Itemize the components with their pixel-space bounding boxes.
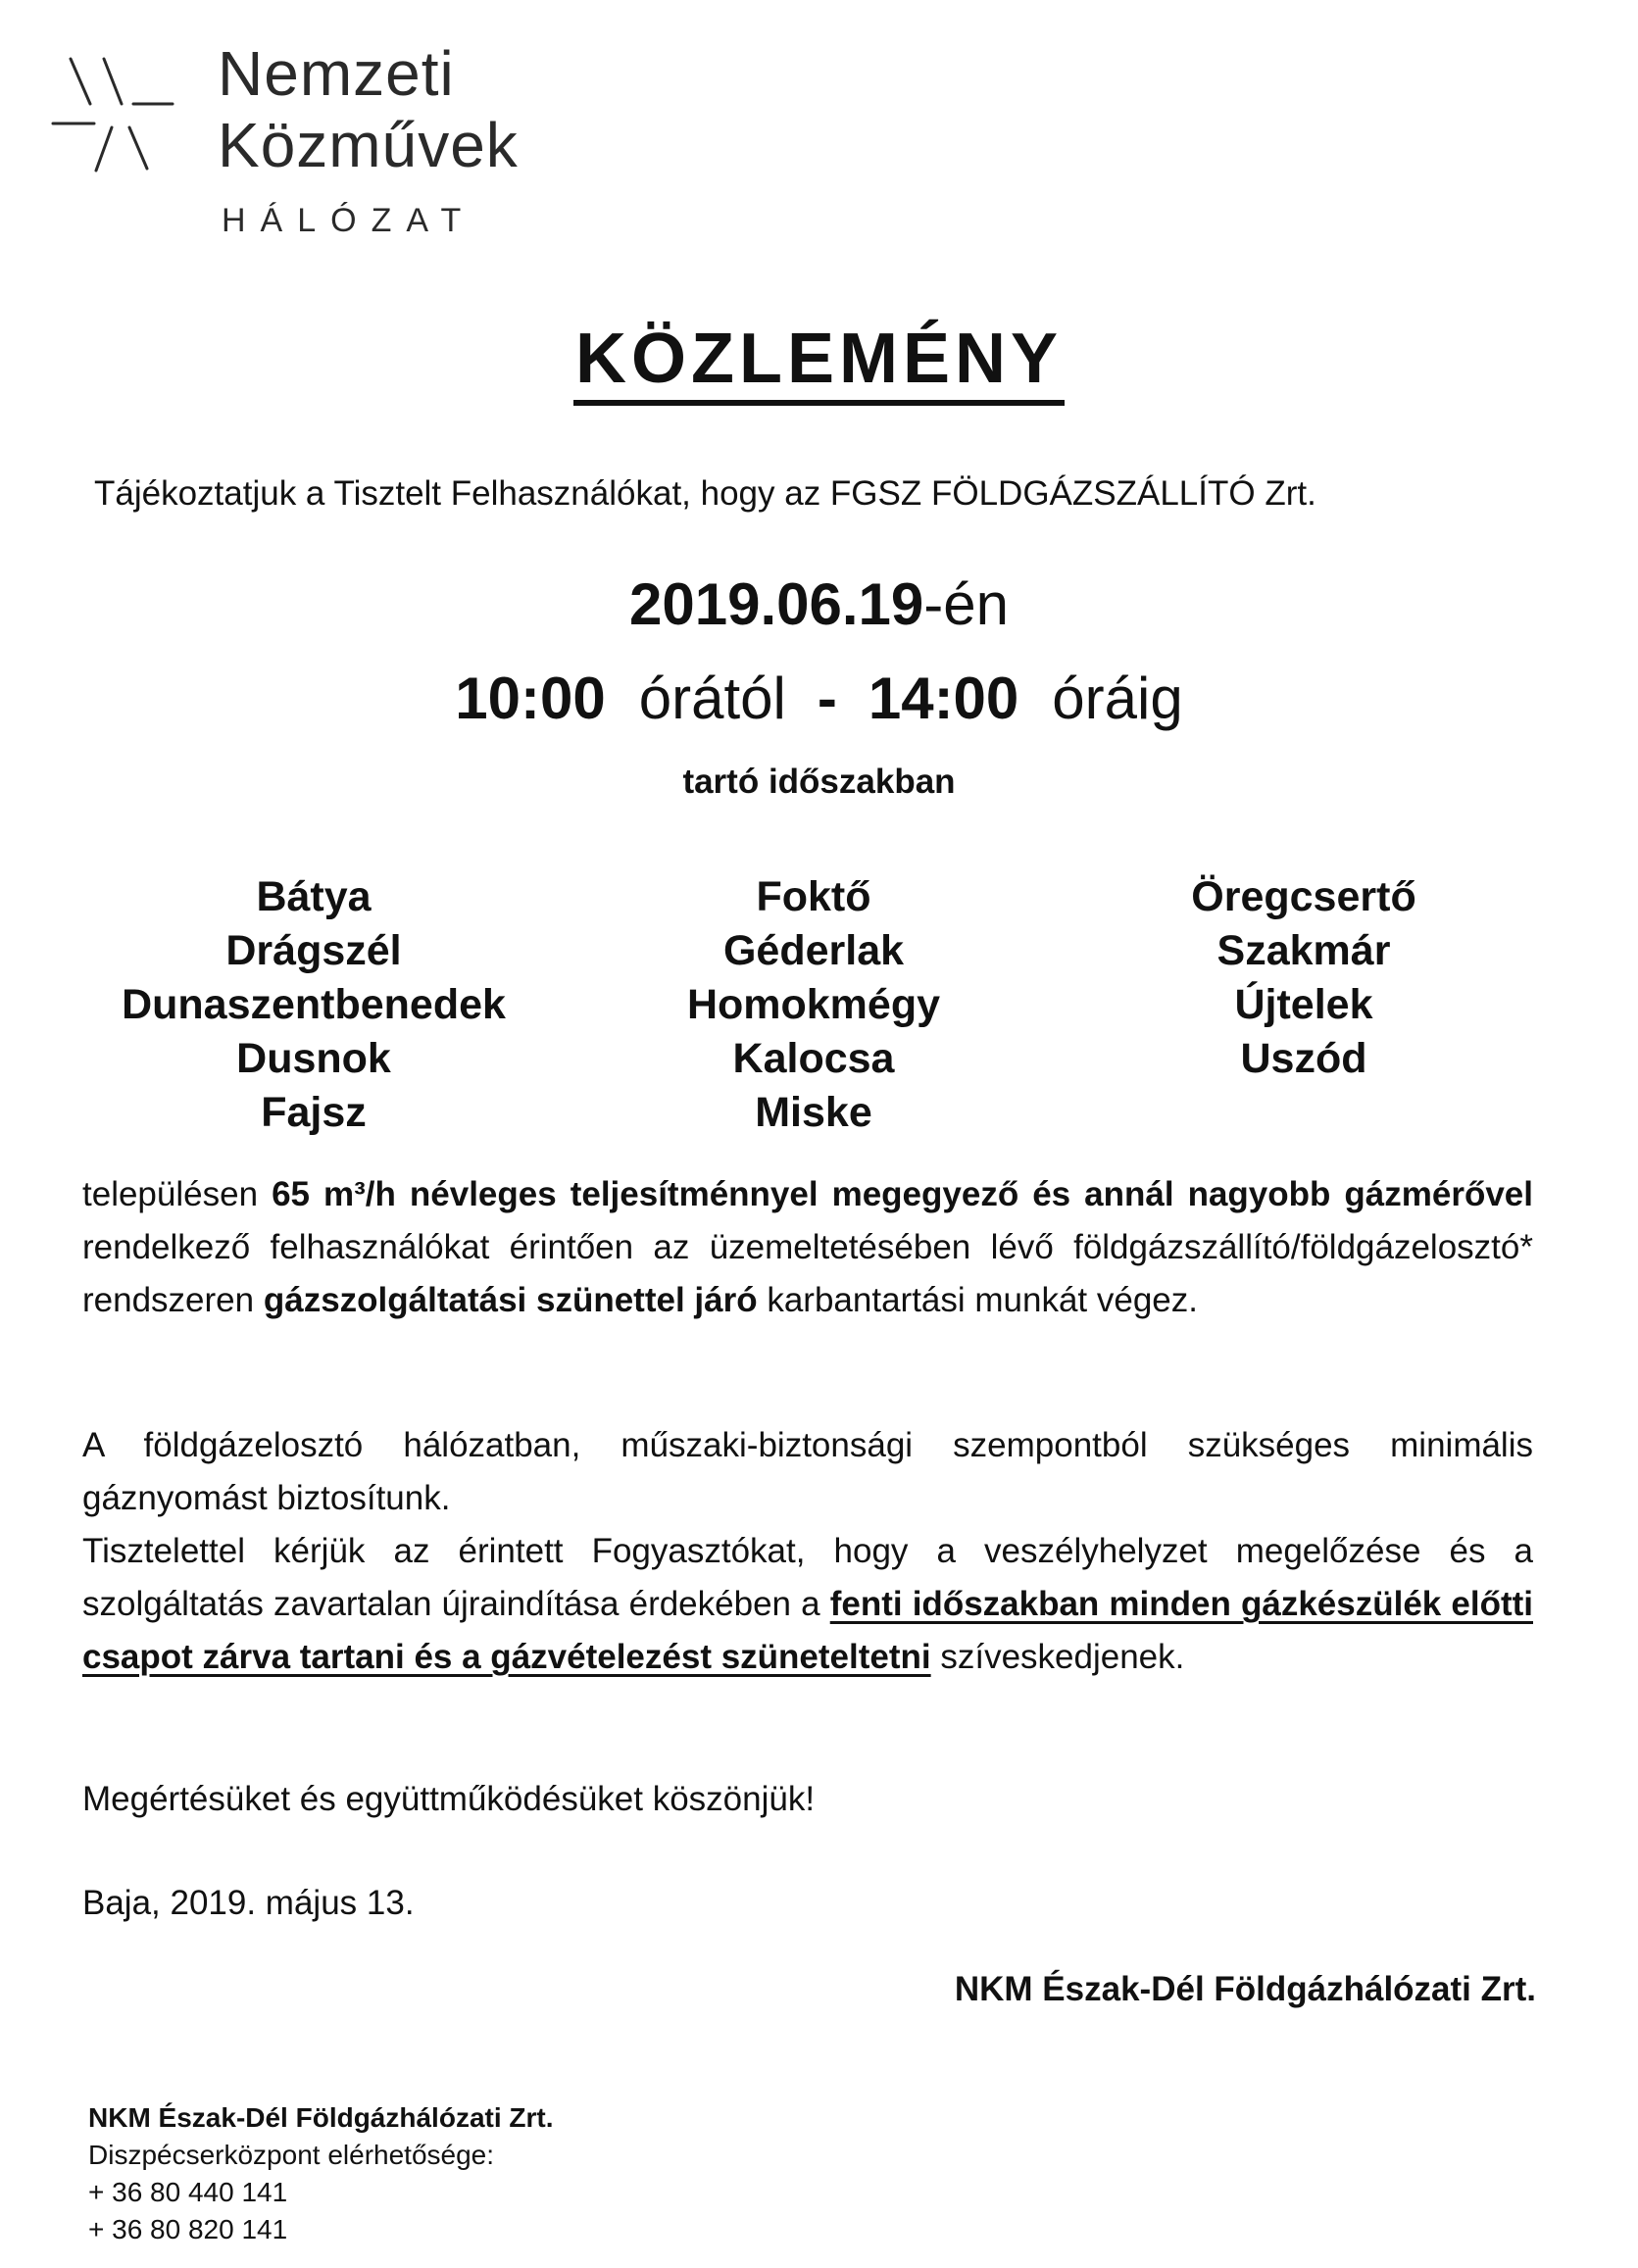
thanks-text: Megértésüket és együttműködésüket köszönjük! — [82, 1780, 816, 1818]
outage-time — [0, 665, 1638, 732]
end-time-suffix: óráig — [1052, 666, 1183, 731]
p1-text-1: településen — [82, 1175, 259, 1213]
town-name: Öregcsertő — [1191, 873, 1416, 920]
footer-company: NKM Észak-Dél Földgázhálózati Zrt. — [88, 2102, 554, 2133]
outage-date-suffix: -én — [923, 571, 1009, 637]
p1-bold-capacity: 65 m³/h névleges teljesítménnyel megegyező és annál nagyobb gázmérővel — [272, 1175, 1533, 1213]
place-date: Baja, 2019. május 13. — [82, 1884, 415, 1922]
footer-contact-label: Diszpécserközpont elérhetősége: — [88, 2140, 495, 2170]
p2-emphasis: fenti időszakban minden gázkészülék előtti csapot zárva tartani és a gázvételezést szüneteltetni — [82, 1585, 1533, 1676]
p2-pressure-text: A földgázelosztó hálózatban, műszaki-biztonsági szempontból szükséges minimális gáznyomást biztosítunk. — [82, 1426, 1533, 1517]
p2-request-text: Tisztelettel kérjük az érintett Fogyasztókat, hogy a veszélyhelyzet megelőzése és a szolgáltatás zavartalan újraindítása érdekében a — [82, 1532, 1533, 1623]
town-name: Miske — [755, 1089, 872, 1136]
town-name: Fajsz — [261, 1089, 367, 1136]
towns-column-2 — [627, 870, 1000, 1140]
safety-paragraph — [82, 1419, 1533, 1684]
town-name: Dunaszentbenedek — [122, 981, 506, 1028]
notice-title — [0, 319, 1638, 399]
p1-text-2: rendelkező felhasználókat érintően az üzemeltetésében lévő földgázszállító/földgázelosztó* rendszeren — [82, 1228, 1533, 1319]
start-time: 10:00 — [455, 666, 606, 731]
p1-bold-outage: gázszolgáltatási szünettel járó — [263, 1281, 758, 1319]
town-name: Kalocsa — [732, 1035, 895, 1082]
outage-date — [0, 570, 1638, 638]
time-dash: - — [817, 666, 837, 731]
town-name: Uszód — [1240, 1035, 1367, 1082]
maintenance-paragraph — [82, 1168, 1533, 1327]
end-time: 14:00 — [868, 666, 1019, 731]
company-logo — [49, 37, 598, 243]
start-time-suffix: órától — [638, 666, 786, 731]
footer-phone: + 36 80 820 141 — [88, 2214, 288, 2244]
p2-closing-text: szíveskedjenek. — [940, 1638, 1185, 1676]
town-name: Bátya — [256, 873, 372, 920]
town-name: Drágszél — [225, 927, 402, 974]
town-name: Dusnok — [236, 1035, 391, 1082]
signature: NKM Észak-Dél Földgázhálózati Zrt. — [954, 1970, 1536, 2008]
p1-text-3: karbantartási munkát végez. — [767, 1281, 1198, 1319]
intro-text: Tájékoztatjuk a Tisztelt Felhasználókat, hogy az FGSZ FÖLDGÁZSZÁLLÍTÓ Zrt. — [94, 474, 1316, 513]
town-name: Újtelek — [1234, 981, 1373, 1028]
notice-title-text: KÖZLEMÉNY — [573, 320, 1065, 406]
town-name: Géderlak — [722, 927, 905, 974]
logo-text-line1: Nemzeti — [218, 38, 455, 109]
nkm-star-mark-icon — [49, 47, 186, 184]
town-name: Foktő — [756, 873, 871, 920]
period-text: tartó időszakban — [682, 763, 956, 801]
outage-date-value: 2019.06.19 — [628, 571, 924, 637]
footer-contact — [88, 2099, 554, 2248]
town-name: Homokmégy — [686, 981, 941, 1028]
logo-subtitle: HÁLÓZAT — [222, 202, 476, 239]
towns-column-1 — [78, 870, 549, 1140]
town-name: Szakmár — [1216, 927, 1391, 974]
footer-phone: + 36 80 440 141 — [88, 2177, 288, 2207]
logo-text-line2: Közművek — [218, 110, 519, 180]
towns-column-3 — [1098, 870, 1510, 1086]
